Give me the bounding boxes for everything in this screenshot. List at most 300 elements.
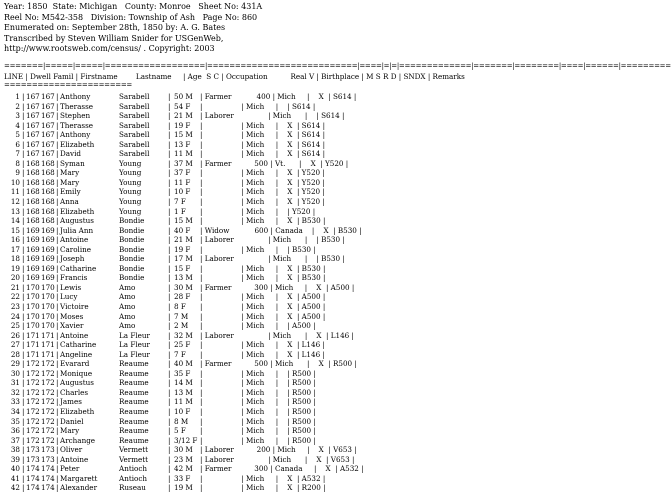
cell-line: 27 <box>10 340 20 350</box>
cell-first: Moses <box>60 311 84 321</box>
cell-divider: | <box>22 416 25 426</box>
cell-last: Young <box>119 177 142 187</box>
cell-age: 8 M <box>174 416 189 426</box>
cell-divider: | <box>168 349 171 359</box>
cell-f: 168 <box>41 158 55 168</box>
cell-first: Francis <box>60 273 88 283</box>
cell-last: Amo <box>119 292 136 302</box>
cell-last: Vermett <box>119 445 149 455</box>
cell-divider: | <box>22 340 25 350</box>
column-header: LINE | Dwell Famil | Firstname Lastname | Age S C | Occupation Real V | Birthplace | M S R D | SNDX | Remarks <box>4 71 465 81</box>
cell-d: 170 <box>26 311 40 321</box>
cell-divider: | <box>22 368 25 378</box>
cell-rest: | | Mich | X | Y520 | <box>200 187 325 197</box>
cell-divider: | <box>168 473 171 483</box>
cell-first: Angeline <box>60 349 93 359</box>
cell-divider: | <box>168 387 171 397</box>
cell-line: 13 <box>10 206 20 216</box>
cell-first: Antoine <box>60 235 89 245</box>
cell-d: 174 <box>26 473 40 483</box>
cell-line: 36 <box>10 426 20 436</box>
cell-f: 168 <box>41 168 55 178</box>
cell-rest: | | Mich | X | S614 | <box>200 139 326 149</box>
cell-age: 25 F <box>174 340 191 350</box>
table-row <box>4 407 500 417</box>
cell-rest: | | Mich | X | B530 | <box>200 263 326 273</box>
header-line-4: Transcribed by Steven William Snider for USGenWeb, <box>4 33 224 43</box>
cell-divider: | <box>22 91 25 101</box>
cell-last: Amo <box>119 311 136 321</box>
cell-f: 170 <box>41 321 55 331</box>
cell-rest: | | Mich | X | B530 | <box>200 273 326 283</box>
cell-divider: | <box>168 454 171 464</box>
cell-divider: | <box>56 244 59 254</box>
cell-f: 168 <box>41 177 55 187</box>
cell-f: 169 <box>41 235 55 245</box>
cell-divider: | <box>22 397 25 407</box>
table-row <box>4 283 500 293</box>
cell-first: Antoine <box>60 330 89 340</box>
cell-line: 39 <box>10 454 20 464</box>
cell-d: 169 <box>26 263 40 273</box>
cell-line: 8 <box>15 158 20 168</box>
cell-d: 167 <box>26 120 40 130</box>
cell-d: 168 <box>26 177 40 187</box>
cell-last: Reaume <box>119 387 149 397</box>
cell-first: Victoire <box>60 302 89 311</box>
cell-rest: | | Mich | X | Y520 | <box>200 168 325 178</box>
cell-line: 11 <box>10 187 20 197</box>
cell-line: 34 <box>10 407 20 417</box>
cell-last: Reaume <box>119 407 149 417</box>
cell-last: Reaume <box>119 435 149 445</box>
cell-age: 30 M <box>174 445 193 455</box>
table-row <box>4 483 500 493</box>
cell-divider: | <box>56 464 59 474</box>
cell-divider: | <box>22 378 25 388</box>
cell-d: 169 <box>26 225 40 235</box>
cell-line: 21 <box>10 282 20 292</box>
cell-d: 168 <box>26 196 40 206</box>
cell-last: La Fleur <box>119 349 150 359</box>
table-row <box>4 168 500 178</box>
cell-first: Catharine <box>60 340 97 350</box>
cell-divider: | <box>168 263 171 273</box>
cell-divider: | <box>168 464 171 474</box>
cell-line: 1 <box>15 91 20 101</box>
cell-divider: | <box>56 130 59 140</box>
cell-d: 172 <box>26 368 40 378</box>
cell-divider: | <box>168 292 171 302</box>
cell-divider: | <box>168 158 171 168</box>
table-row <box>4 417 500 427</box>
cell-divider: | <box>22 273 25 283</box>
cell-age: 7 F <box>174 349 186 359</box>
table-row <box>4 426 500 436</box>
table-row <box>4 197 500 207</box>
cell-divider: | <box>56 435 59 445</box>
table-row <box>4 178 500 188</box>
cell-f: 172 <box>41 397 55 407</box>
cell-line: 31 <box>10 378 20 388</box>
cell-age: 30 M <box>174 282 193 292</box>
cell-d: 171 <box>26 330 40 340</box>
table-row <box>4 359 500 369</box>
cell-divider: | <box>22 445 25 455</box>
cell-last: Antioch <box>119 473 147 483</box>
table-row <box>4 121 500 131</box>
cell-rest: | | Mich | | S614 | <box>200 101 316 111</box>
cell-rest: | Laborer | Mich | | S614 | <box>200 111 345 121</box>
cell-first: Julia Ann <box>60 225 94 235</box>
cell-divider: | <box>168 149 171 159</box>
cell-age: 28 F <box>174 292 191 302</box>
cell-line: 22 <box>10 292 20 302</box>
cell-f: 167 <box>41 101 55 111</box>
cell-f: 170 <box>41 302 55 311</box>
cell-d: 169 <box>26 235 40 245</box>
cell-d: 169 <box>26 273 40 283</box>
header-line-3: Enumerated on: September 28th, 1850 by: A. G. Bates <box>4 23 226 33</box>
cell-divider: | <box>168 177 171 187</box>
cell-divider: | <box>56 426 59 436</box>
cell-first: Mary <box>60 177 80 187</box>
cell-age: 10 F <box>174 187 191 197</box>
cell-last: Bondie <box>119 244 145 254</box>
cell-line: 5 <box>15 130 20 140</box>
cell-last: Bondie <box>119 273 145 283</box>
cell-d: 167 <box>26 111 40 121</box>
cell-last: Ruseau <box>119 483 146 493</box>
table-row <box>4 264 500 274</box>
cell-first: Peter <box>60 464 80 474</box>
cell-first: Lewis <box>60 282 82 292</box>
table-row <box>4 388 500 398</box>
cell-last: La Fleur <box>119 330 150 340</box>
table-row <box>4 312 500 322</box>
table-row <box>4 350 500 360</box>
table-row <box>4 397 500 407</box>
cell-divider: | <box>168 445 171 455</box>
cell-d: 167 <box>26 91 40 101</box>
cell-divider: | <box>56 120 59 130</box>
cell-line: 3 <box>15 111 20 121</box>
cell-divider: | <box>56 206 59 216</box>
cell-last: Sarabell <box>119 111 150 121</box>
cell-f: 172 <box>41 378 55 388</box>
table-row <box>4 369 500 379</box>
cell-first: Therasse <box>60 120 94 130</box>
cell-first: Evarard <box>60 359 90 369</box>
cell-rest: | | Mich | | B530 | <box>200 244 316 254</box>
cell-first: Monique <box>60 368 93 378</box>
cell-divider: | <box>56 187 59 197</box>
cell-f: 170 <box>41 292 55 302</box>
cell-first: Catharine <box>60 263 97 273</box>
cell-rest: | | Mich | | R500 | <box>200 378 316 388</box>
cell-line: 40 <box>10 464 20 474</box>
cell-rest: | | Mich | X | S614 | <box>200 120 326 130</box>
cell-divider: | <box>168 407 171 417</box>
cell-divider: | <box>168 91 171 101</box>
cell-f: 168 <box>41 196 55 206</box>
cell-f: 172 <box>41 416 55 426</box>
cell-age: 17 M <box>174 254 193 264</box>
cell-first: Archange <box>60 435 96 445</box>
cell-divider: | <box>56 149 59 159</box>
table-row <box>4 102 500 112</box>
cell-divider: | <box>56 473 59 483</box>
cell-last: Bondie <box>119 216 145 226</box>
table-row <box>4 340 500 350</box>
cell-f: 171 <box>41 340 55 350</box>
table-row <box>4 302 500 312</box>
cell-divider: | <box>56 168 59 178</box>
cell-d: 167 <box>26 139 40 149</box>
cell-divider: | <box>168 187 171 197</box>
cell-age: 1 F <box>174 206 186 216</box>
cell-f: 169 <box>41 263 55 273</box>
cell-divider: | <box>22 464 25 474</box>
cell-divider: | <box>168 330 171 340</box>
cell-divider: | <box>168 435 171 445</box>
cell-d: 168 <box>26 158 40 168</box>
cell-divider: | <box>22 454 25 464</box>
cell-age: 11 F <box>174 177 191 187</box>
cell-d: 172 <box>26 387 40 397</box>
cell-last: Reaume <box>119 359 149 369</box>
cell-first: Elizabeth <box>60 206 95 216</box>
cell-age: 42 M <box>174 464 193 474</box>
cell-line: 26 <box>10 330 20 340</box>
cell-age: 19 M <box>174 483 193 493</box>
cell-rest: | | Mich | | A500 | <box>200 321 316 331</box>
cell-divider: | <box>168 244 171 254</box>
cell-rest: | Farmer 300 | Mich | X | A500 | <box>200 282 355 292</box>
cell-f: 167 <box>41 149 55 159</box>
table-row <box>4 140 500 150</box>
cell-d: 167 <box>26 101 40 111</box>
cell-age: 11 M <box>174 397 193 407</box>
cell-age: 21 M <box>174 111 193 121</box>
cell-divider: | <box>22 483 25 493</box>
cell-d: 172 <box>26 416 40 426</box>
cell-divider: | <box>56 330 59 340</box>
cell-age: 7 F <box>174 196 186 206</box>
cell-f: 174 <box>41 483 55 493</box>
cell-line: 15 <box>10 225 20 235</box>
cell-d: 167 <box>26 149 40 159</box>
cell-rest: | | Mich | | Y520 | <box>200 206 316 216</box>
cell-d: 169 <box>26 244 40 254</box>
cell-f: 169 <box>41 244 55 254</box>
cell-rest: | | Mich | | R500 | <box>200 368 316 378</box>
cell-first: Therasse <box>60 101 94 111</box>
cell-first: Lucy <box>60 292 78 302</box>
header-line-5: http://www.rootsweb.com/census/ . Copyright: 2003 <box>4 44 215 54</box>
table-row <box>4 235 500 245</box>
cell-divider: | <box>56 359 59 369</box>
cell-divider: | <box>56 158 59 168</box>
cell-rest: | | Mich | | R500 | <box>200 387 316 397</box>
table-row <box>4 321 500 331</box>
cell-divider: | <box>22 187 25 197</box>
cell-d: 169 <box>26 254 40 264</box>
cell-d: 172 <box>26 435 40 445</box>
cell-line: 16 <box>10 235 20 245</box>
cell-divider: | <box>22 206 25 216</box>
cell-f: 168 <box>41 206 55 216</box>
cell-d: 174 <box>26 464 40 474</box>
cell-divider: | <box>56 407 59 417</box>
table-row <box>4 245 500 255</box>
table-row <box>4 378 500 388</box>
cell-divider: | <box>168 378 171 388</box>
cell-divider: | <box>56 483 59 493</box>
cell-f: 170 <box>41 282 55 292</box>
cell-last: Sarabell <box>119 130 150 140</box>
cell-d: 170 <box>26 302 40 311</box>
cell-divider: | <box>22 235 25 245</box>
cell-last: La Fleur <box>119 340 150 350</box>
cell-rest: | Farmer 300 | Canada | X | A532 | <box>200 464 364 474</box>
cell-rest: | | Mich | | R500 | <box>200 426 316 436</box>
cell-last: Amo <box>119 282 136 292</box>
cell-first: Elizabeth <box>60 139 95 149</box>
cell-d: 168 <box>26 206 40 216</box>
cell-f: 172 <box>41 407 55 417</box>
cell-line: 23 <box>10 302 20 311</box>
cell-divider: | <box>56 454 59 464</box>
cell-divider: | <box>168 111 171 121</box>
table-row <box>4 273 500 283</box>
cell-divider: | <box>56 263 59 273</box>
cell-f: 172 <box>41 387 55 397</box>
cell-f: 169 <box>41 273 55 283</box>
cell-age: 40 F <box>174 225 191 235</box>
cell-last: Antioch <box>119 464 147 474</box>
cell-divider: | <box>22 349 25 359</box>
cell-divider: | <box>168 426 171 436</box>
cell-line: 28 <box>10 349 20 359</box>
cell-d: 173 <box>26 445 40 455</box>
cell-f: 171 <box>41 330 55 340</box>
cell-divider: | <box>22 158 25 168</box>
cell-rest: | | Mich | X | A500 | <box>200 311 326 321</box>
cell-age: 54 F <box>174 101 191 111</box>
cell-first: Xavier <box>60 321 84 331</box>
cell-divider: | <box>168 483 171 493</box>
cell-age: 10 F <box>174 407 191 417</box>
table-row <box>4 159 500 169</box>
cell-rest: | | Mich | | R500 | <box>200 397 316 407</box>
cell-divider: | <box>56 111 59 121</box>
cell-rest: | | Mich | X | Y520 | <box>200 177 325 187</box>
cell-first: Daniel <box>60 416 84 426</box>
cell-divider: | <box>56 177 59 187</box>
cell-line: 38 <box>10 445 20 455</box>
cell-rest: | Farmer 400 | Mich | X | S614 | <box>200 91 357 101</box>
cell-age: 40 M <box>174 359 193 369</box>
cell-rest: | | Mich | X | S614 | <box>200 130 326 140</box>
cell-age: 13 M <box>174 387 193 397</box>
cell-first: Anna <box>60 196 79 206</box>
cell-rest: | | Mich | X | B530 | <box>200 216 326 226</box>
table-row <box>4 130 500 140</box>
cell-age: 21 M <box>174 235 193 245</box>
cell-f: 172 <box>41 435 55 445</box>
cell-divider: | <box>22 196 25 206</box>
cell-divider: | <box>22 254 25 264</box>
cell-divider: | <box>22 139 25 149</box>
cell-age: 35 F <box>174 368 191 378</box>
cell-divider: | <box>56 349 59 359</box>
cell-divider: | <box>22 263 25 273</box>
cell-rest: | Laborer | Mich | | B530 | <box>200 254 345 264</box>
cell-divider: | <box>168 206 171 216</box>
cell-d: 174 <box>26 483 40 493</box>
cell-rest: | Laborer 200 | Mich | X | V653 | <box>200 445 357 455</box>
cell-last: Bondie <box>119 235 145 245</box>
cell-first: Anthony <box>60 91 91 101</box>
header-line-1: Year: 1850 State: Michigan County: Monroe Sheet No: 431A <box>4 2 263 11</box>
cell-first: James <box>60 397 82 407</box>
cell-divider: | <box>56 292 59 302</box>
cell-d: 171 <box>26 349 40 359</box>
cell-divider: | <box>56 225 59 235</box>
cell-d: 168 <box>26 168 40 178</box>
table-row <box>4 436 500 446</box>
cell-divider: | <box>22 168 25 178</box>
cell-divider: | <box>22 244 25 254</box>
cell-first: Emily <box>60 187 81 197</box>
table-row <box>4 149 500 159</box>
cell-rest: | Laborer | Mich | | B530 | <box>200 235 345 245</box>
cell-d: 170 <box>26 321 40 331</box>
cell-divider: | <box>168 359 171 369</box>
cell-age: 37 M <box>174 158 193 168</box>
cell-divider: | <box>168 340 171 350</box>
cell-divider: | <box>56 235 59 245</box>
cell-divider: | <box>168 254 171 264</box>
cell-first: Alexander <box>60 483 98 493</box>
cell-divider: | <box>56 254 59 264</box>
cell-divider: | <box>168 397 171 407</box>
cell-line: 35 <box>10 416 20 426</box>
table-row <box>4 455 500 465</box>
cell-divider: | <box>56 445 59 455</box>
cell-f: 168 <box>41 216 55 226</box>
cell-divider: | <box>56 387 59 397</box>
cell-divider: | <box>22 101 25 111</box>
cell-divider: | <box>22 330 25 340</box>
cell-first: Caroline <box>60 244 92 254</box>
cell-divider: | <box>56 216 59 226</box>
cell-rest: | Widow 600 | Canada | X | B530 | <box>200 225 362 235</box>
cell-last: Sarabell <box>119 139 150 149</box>
cell-line: 20 <box>10 273 20 283</box>
cell-divider: | <box>22 407 25 417</box>
cell-line: 4 <box>15 120 20 130</box>
cell-last: Bondie <box>119 254 145 264</box>
cell-d: 170 <box>26 292 40 302</box>
cell-last: Young <box>119 206 142 216</box>
cell-last: Young <box>119 168 142 178</box>
cell-rest: | Laborer | Mich | X | V653 | <box>200 454 355 464</box>
table-row <box>4 445 500 455</box>
cell-rest: | Farmer 500 | Mich | X | R500 | <box>200 359 357 369</box>
cell-divider: | <box>56 282 59 292</box>
